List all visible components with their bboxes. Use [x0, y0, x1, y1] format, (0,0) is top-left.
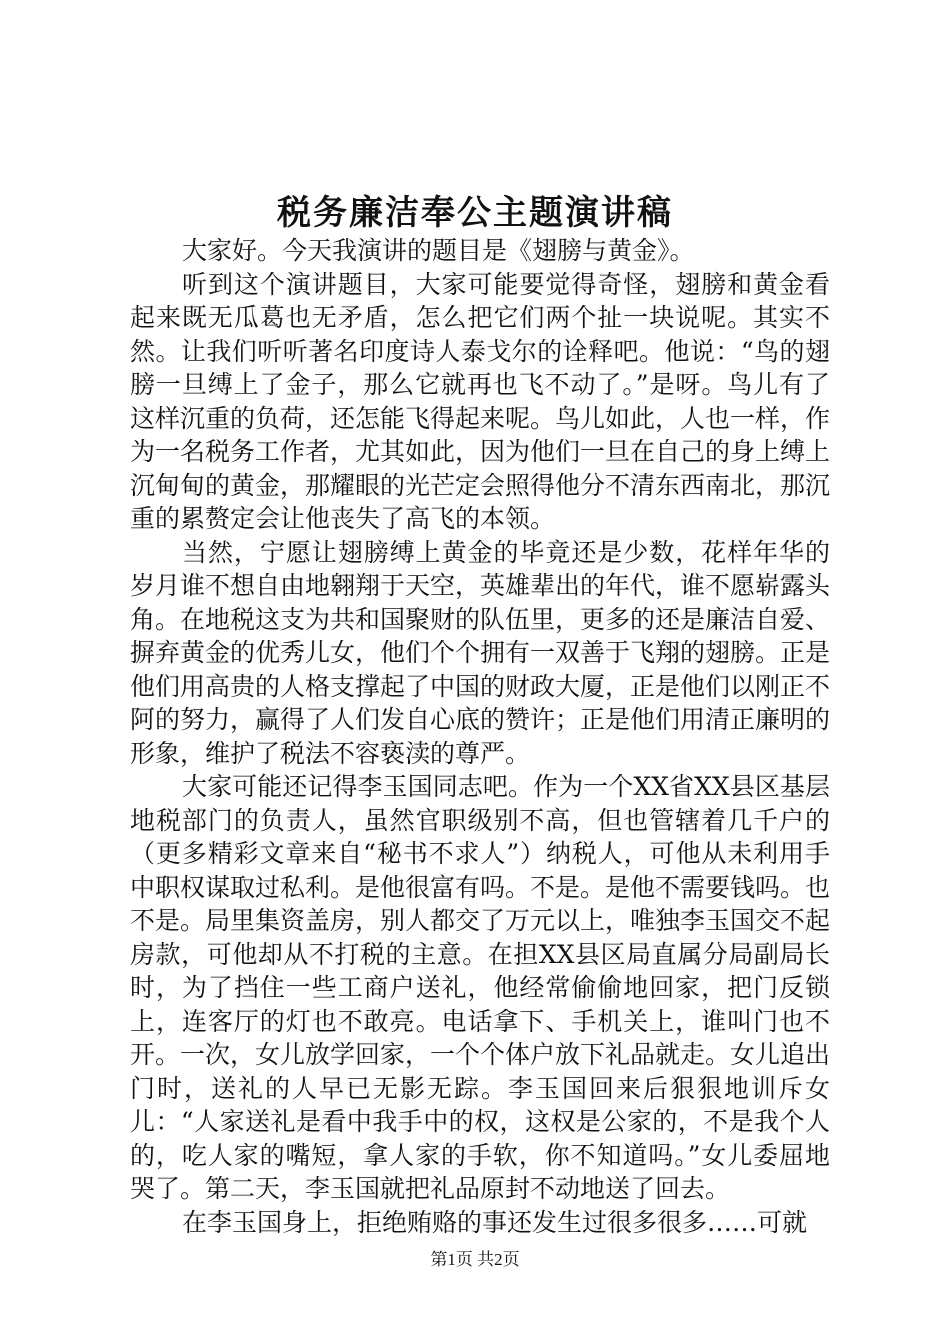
document-body	[130, 234, 830, 1239]
document-title: 税务廉洁奉公主题演讲稿	[277, 193, 673, 233]
paragraph-honest-officials: 当然，宁愿让翅膀缚上黄金的毕竟还是少数，花样年华的岁月谁不想自由地翱翔于天空，英雄辈出的年代，谁不愿崭露头角。在地税这支为共和国聚财的队伍里，更多的还是廉洁自爱、摒弃黄金的优秀儿女，他们个个拥有一双善于飞翔的翅膀。正是他们用高贵的人格支撑起了中国的财政大厦，正是他们以刚正不阿的努力，赢得了人们发自心底的赞许；正是他们用清正廉明的形象，维护了税法不容亵渎的尊严。	[130, 537, 831, 768]
paragraph-greeting: 大家好。今天我演讲的题目是《翅膀与黄金》。	[182, 236, 695, 265]
paragraph-li-yuguo-story: 大家可能还记得李玉国同志吧。作为一个XX省XX县区基层地税部门的负责人，虽然官职级别不高，但也管辖着几千户的（更多精彩文章来自“秘书不求人”）纳税人，可他从未利用手中职权谋取过私利。是他很富有吗。不是。是他不需要钱吗。也不是。局里集资盖房，别人都交了万元以上，唯独李玉国交不起房款，可他却从不打税的主意。在担XX县区局直属分局副局长时，为了挡住一些工商户送礼，他经常偷偷地回家，把门反锁上，连客厅的灯也不敢亮。电话拿下、手机关上，谁叫门也不开。一次，女儿放学回家，一个个体户放下礼品就走。女儿追出门时，送礼的人早已无影无踪。李玉国回来后狠狠地训斥女儿：“人家送礼是看中我手中的权，这权是公家的，不是我个人的，吃人家的嘴短，拿人家的手软，你不知道吗。”女儿委屈地哭了。第二天，李玉国就把礼品原封不动地送了回去。	[130, 772, 831, 1203]
page-footer: 第1页 共2页	[430, 1250, 520, 1269]
paragraph-continuation: 在李玉国身上，拒绝贿赂的事还发生过很多很多……可就	[182, 1207, 808, 1237]
paragraph-wings-and-gold: 听到这个演讲题目，大家可能要觉得奇怪，翅膀和黄金看起来既无瓜葛也无矛盾，怎么把它们两个扯一块说呢。其实不然。让我们听听著名印度诗人泰戈尔的诠释吧。他说：“鸟的翅膀一旦缚上了金子，那么它就再也飞不动了。”是呀。鸟儿有了这样沉重的负荷，还怎能飞得起来呢。鸟儿如此，人也一样，作为一名税务工作者，尤其如此，因为他们一旦在自己的身上缚上沉甸甸的黄金，那耀眼的光芒定会照得他分不清东西南北，那沉重的累赘定会让他丧失了高飞的本领。	[130, 269, 831, 533]
